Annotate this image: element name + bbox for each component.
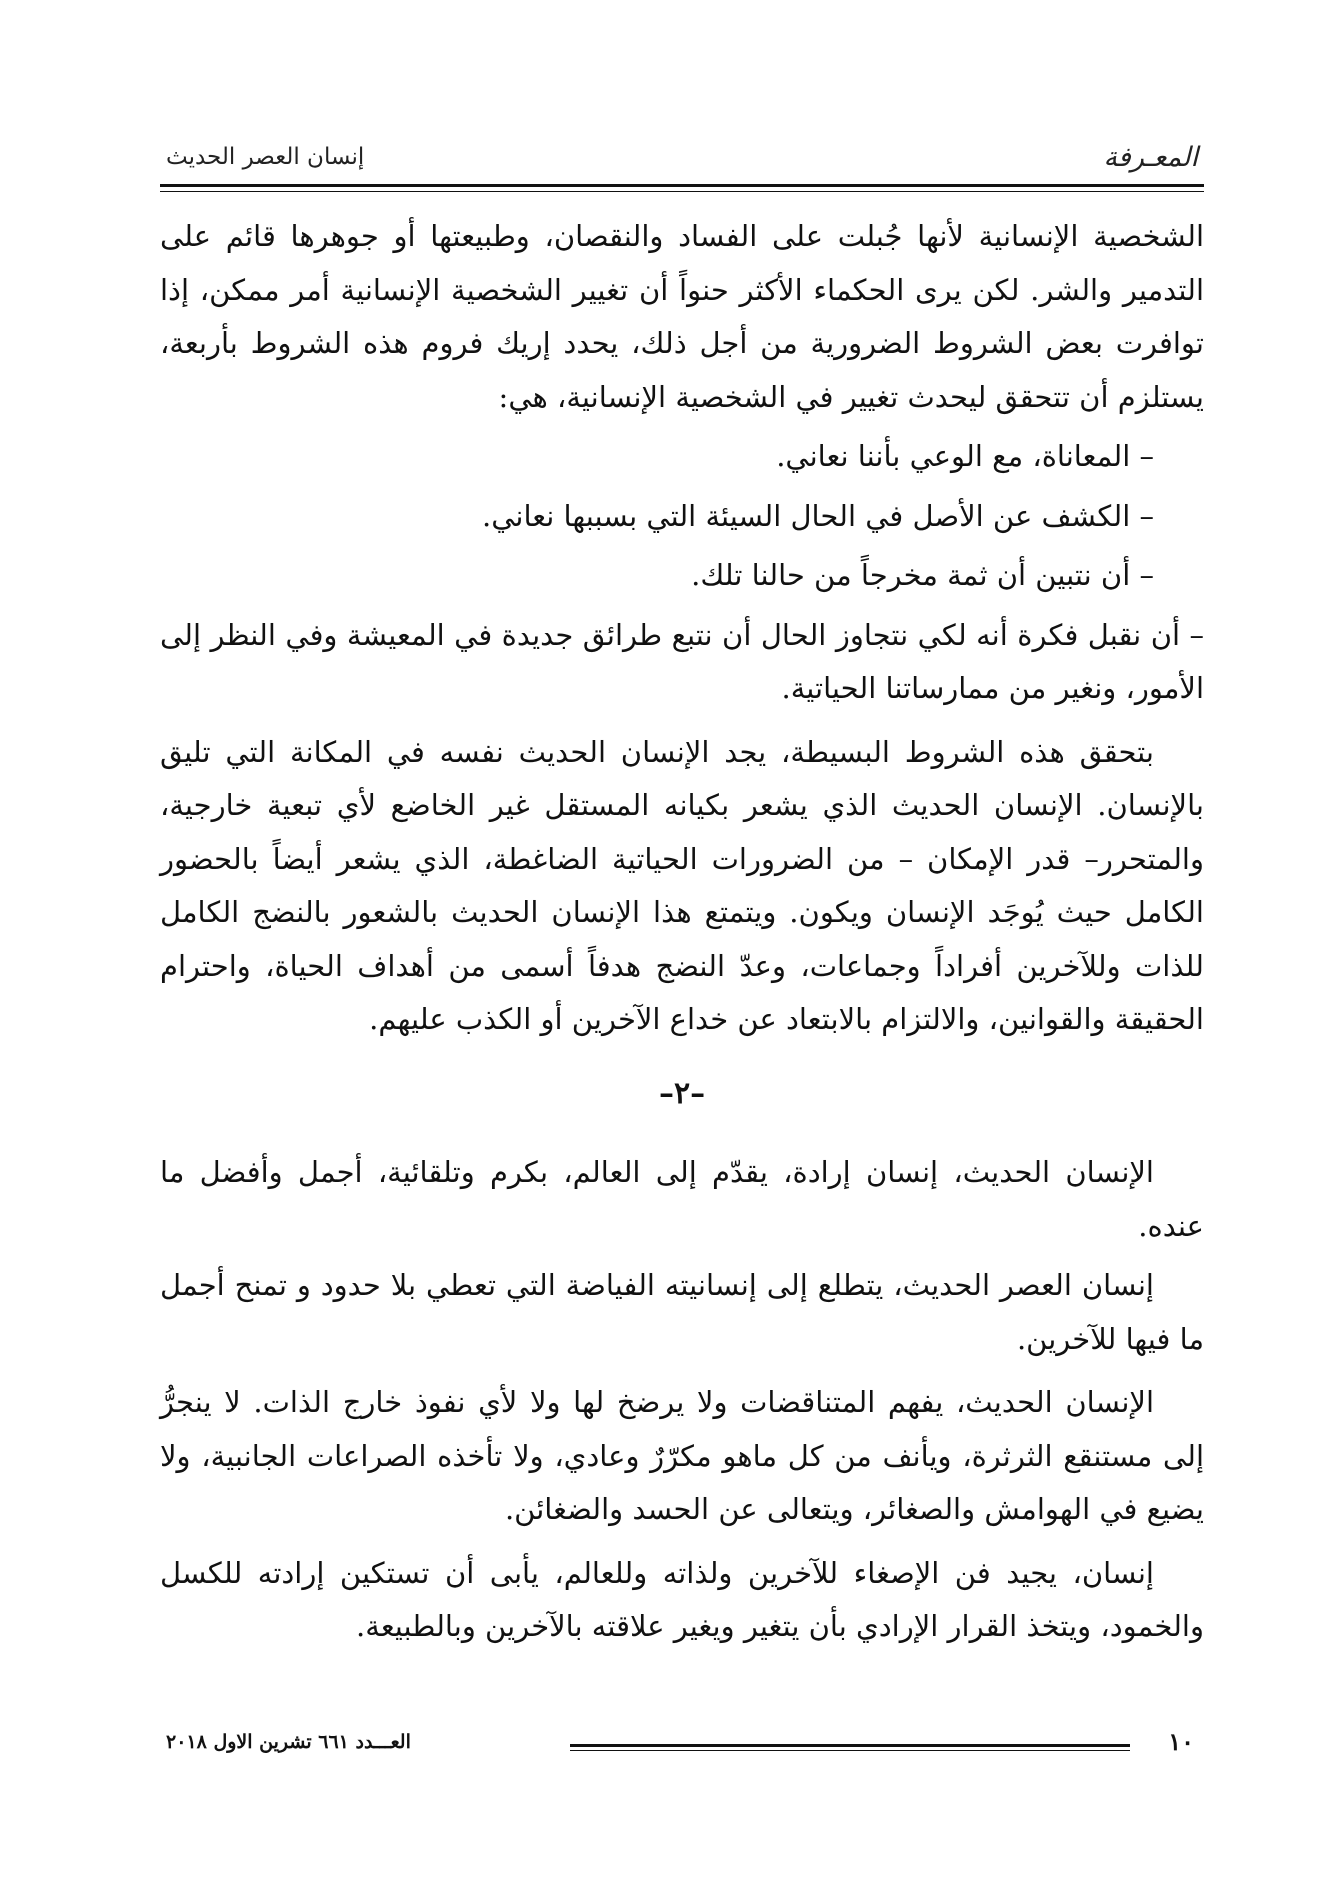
paragraph-humanity: إنسان العصر الحديث، يتطلع إلى إنسانيته الفياضة التي تعطي بلا حدود و تمنح أجمل ما فيها للآخرين. xyxy=(160,1268,1204,1356)
header-divider-thin xyxy=(160,191,1204,192)
paragraph-modern-human: بتحقق هذه الشروط البسيطة، يجد الإنسان الحديث نفسه في المكانة التي تليق بالإنسان. الإنسان الحديث الذي يشعر بكيانه المستقل غير الخاضع لأي تبعية خارجية، والمتحرر– قدر الإمكان – من الضرورات الحياتية الضاغطة، الذي يشعر أيضاً بالحضور الكامل حيث يُوجَد الإنسان ويكون. ويتمتع هذا الإنسان الحديث بالشعور بالنضج الكامل للذات وللآخرين أفراداً وجماعات، وعدّ النضج هدفاً أسمى من أهداف الحياة، واحترام الحقيقة والقوانين، والالتزام بالابتعاد عن خداع الآخرين أو الكذب عليهم. xyxy=(160,734,1204,1036)
page-number: ١٠ xyxy=(1168,1727,1194,1756)
paragraph-intro: الشخصية الإنسانية لأنها جُبلت على الفساد والنقصان، وطبيعتها أو جوهرها قائم على التدمير والشر. لكن يرى الحكماء الأكثر حنواً أن تغيير الشخصية الإنسانية أمر ممكن، إذا توافرت بعض الشروط الضرورية من أجل ذلك، يحدد إريك فروم هذه الشروط بأربعة، يستلزم أن تتحقق ليحدث تغيير في الشخصية الإنسانية، هي: xyxy=(160,219,1204,414)
article-body xyxy=(160,210,1204,1654)
list-item-way-out: – أن نتبين أن ثمة مخرجاً من حالنا تلك. xyxy=(691,558,1154,592)
header-divider xyxy=(160,184,1204,187)
list-item-suffering: – المعاناة، مع الوعي بأننا نعاني. xyxy=(776,439,1154,473)
paragraph-will: الإنسان الحديث، إنسان إرادة، يقدّم إلى العالم، بكرم وتلقائية، أجمل وأفضل ما عنده. xyxy=(160,1155,1204,1243)
paragraph-contradictions: الإنسان الحديث، يفهم المتناقضات ولا يرضخ لها ولا لأي نفوذ خارج الذات. لا ينجرُّ إلى مستنقع الثرثرة، ويأنف من كل ماهو مكرّرٌ وعادي، ولا تأخذه الصراعات الجانبية، ولا يضيع في الهوامش والصغائر، ويتعالى عن الحسد والضغائن. xyxy=(160,1385,1204,1526)
page-footer xyxy=(162,1727,1202,1763)
list-item-new-ways: – أن نقبل فكرة أنه لكي نتجاوز الحال أن نتبع طرائق جديدة في المعيشة وفي النظر إلى الأمور، ونغير من ممارساتنا الحياتية. xyxy=(160,617,1204,705)
page-header xyxy=(162,140,1202,184)
running-title: إنسان العصر الحديث xyxy=(166,144,365,170)
footer-divider xyxy=(570,1744,1130,1747)
section-number: –٢– xyxy=(658,1075,706,1111)
list-item-origin: – الكشف عن الأصل في الحال السيئة التي بسببها نعاني. xyxy=(481,498,1154,533)
magazine-logo: المعـرفة xyxy=(1103,142,1198,173)
issue-info: العـــدد ٦٦١ تشرين الاول ٢٠١٨ xyxy=(166,1731,411,1753)
paragraph-listening: إنسان، يجيد فن الإصغاء للآخرين ولذاته وللعالم، يأبى أن تستكين إرادته للكسل والخمود، ويتخذ القرار الإرادي بأن يتغير ويغير علاقته بالآخرين وبالطبيعة. xyxy=(160,1555,1204,1643)
footer-divider-thin xyxy=(570,1750,1130,1751)
